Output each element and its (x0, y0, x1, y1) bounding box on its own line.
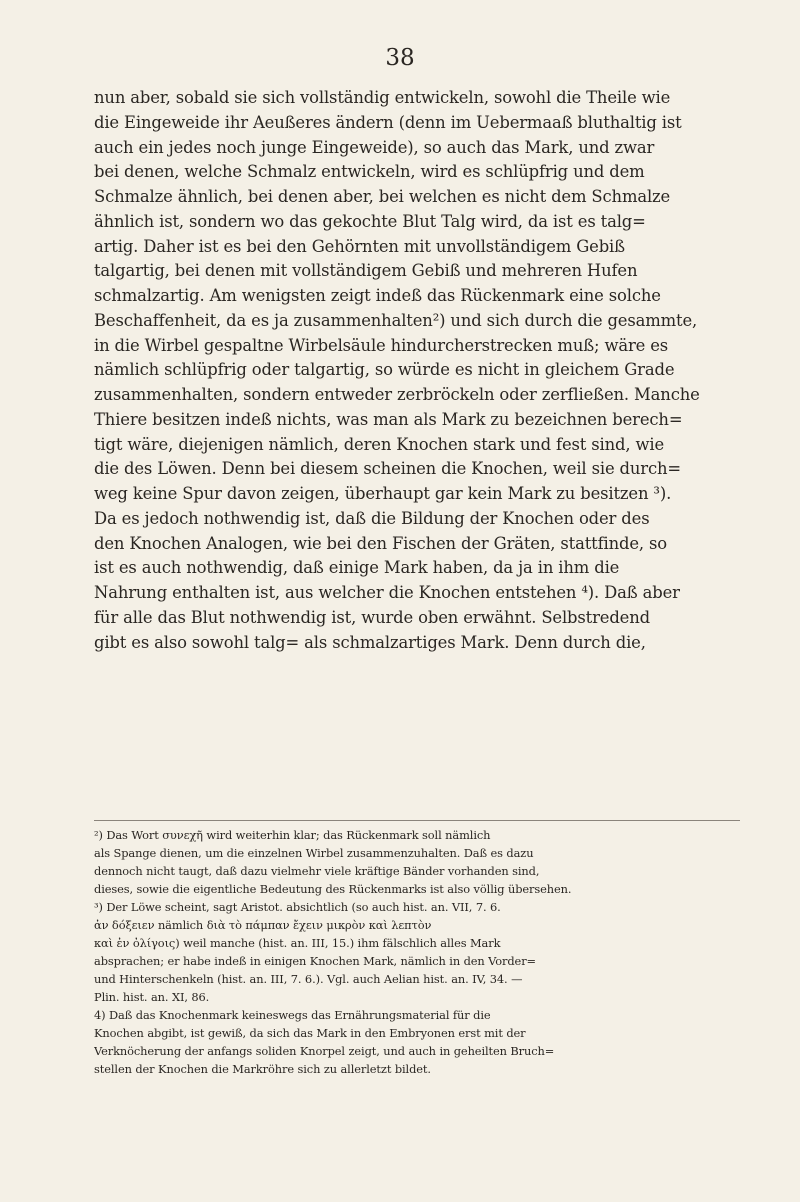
text-line: die des Löwen. Denn bei diesem scheinen die Knochen, weil sie durch= (94, 459, 682, 479)
text-line: ähnlich ist, sondern wo das gekochte Blut Talg wird, da ist es talg= (94, 211, 646, 231)
text-line: die Eingeweide ihr Aeußeres ändern (denn im Uebermaaß bluthaltig ist (94, 112, 682, 132)
text-line: Thiere besitzen indeß nichts, was man als Mark zu bezeichnen berech= (94, 409, 683, 429)
footnotes (94, 826, 740, 1078)
text-line: nämlich schlüpfrig oder talgartig, so würde es nicht in gleichem Grade (94, 360, 675, 380)
footnote-line: und Hinterschenkeln (hist. an. III, 7. 6.). Vgl. auch Aelian hist. an. IV, 34. — (94, 972, 523, 986)
text-line: artig. Daher ist es bei den Gehörnten mit unvollständigem Gebiß (94, 236, 625, 256)
footnote-line: ἀν δόξειεν nämlich διὰ τὸ πάμπαν ἔχειν μικρὸν καὶ λεπτὸν (94, 918, 432, 932)
text-line: Nahrung enthalten ist, aus welcher die Knochen entstehen ⁴). Daß aber (94, 583, 680, 602)
footnote-line: stellen der Knochen die Markröhre sich zu allerletzt bildet. (94, 1062, 431, 1076)
text-line: Schmalze ähnlich, bei denen aber, bei welchen es nicht dem Schmalze (94, 187, 671, 206)
text-line: schmalzartig. Am wenigsten zeigt indeß das Rückenmark eine solche (94, 286, 661, 305)
footnote-line: 4) Daß das Knochenmark keineswegs das Ernährungsmaterial für die (94, 1008, 491, 1022)
footnote-divider (94, 820, 740, 821)
text-line: den Knochen Analogen, wie bei den Fischen der Gräten, stattfinde, so (94, 533, 667, 553)
footnote-line: ²) Das Wort συνεχῆ wird weiterhin klar; das Rückenmark soll nämlich (94, 828, 491, 842)
footnote-line: Plin. hist. an. XI, 86. (94, 990, 210, 1004)
text-line: tigt wäre, diejenigen nämlich, deren Knochen stark und fest sind, wie (94, 434, 665, 454)
text-line: in die Wirbel gespaltne Wirbelsäule hindurcherstrecken muß; wäre es (94, 335, 669, 355)
text-line: für alle das Blut nothwendig ist, wurde oben erwähnt. Selbstredend (94, 607, 650, 627)
page-number: 38 (385, 45, 415, 71)
footnote-line: absprachen; er habe indeß in einigen Knochen Mark, nämlich in den Vorder= (94, 954, 536, 968)
text-line: zusammenhalten, sondern entweder zerbröckeln oder zerfließen. Manche (94, 385, 700, 404)
footnote-line: dennoch nicht taugt, daß dazu vielmehr viele kräftige Bänder vorhanden sind, (94, 864, 540, 878)
footnote-line: Verknöcherung der anfangs soliden Knorpel zeigt, und auch in geheilten Bruch= (94, 1044, 555, 1058)
footnote-line: als Spange dienen, um die einzelnen Wirbel zusammenzuhalten. Daß es dazu (94, 846, 534, 860)
text-line: auch ein jedes noch junge Eingeweide), so auch das Mark, und zwar (94, 137, 655, 157)
text-line: nun aber, sobald sie sich vollständig entwickeln, sowohl die Theile wie (94, 88, 671, 107)
text-line: ist es auch nothwendig, daß einige Mark haben, da ja in ihm die (94, 558, 620, 578)
footnote-line: Knochen abgibt, ist gewiß, da sich das Mark in den Embryonen erst mit der (94, 1026, 526, 1040)
text-line: weg keine Spur davon zeigen, überhaupt gar kein Mark zu besitzen ³). (94, 484, 672, 503)
footnote-line: ³) Der Löwe scheint, sagt Aristot. absichtlich (so auch hist. an. VII, 7. 6. (94, 900, 501, 914)
text-line: Beschaffenheit, da es ja zusammenhalten²) und sich durch die gesammte, (94, 310, 698, 330)
text-line: bei denen, welche Schmalz entwickeln, wird es schlüpfrig und dem (94, 162, 645, 182)
main-text (94, 86, 740, 655)
text-line: talgartig, bei denen mit vollständigem Gebiß und mehreren Hufen (94, 261, 638, 281)
footnote-line: καὶ ἐν ὀλίγοις) weil manche (hist. an. III, 15.) ihm fälschlich alles Mark (94, 936, 501, 950)
footnote-line: dieses, sowie die eigentliche Bedeutung des Rückenmarks ist also völlig übersehen. (94, 882, 572, 896)
text-line: gibt es also sowohl talg= als schmalzartiges Mark. Denn durch die, (94, 632, 646, 652)
text-line: Da es jedoch nothwendig ist, daß die Bildung der Knochen oder des (94, 508, 650, 528)
